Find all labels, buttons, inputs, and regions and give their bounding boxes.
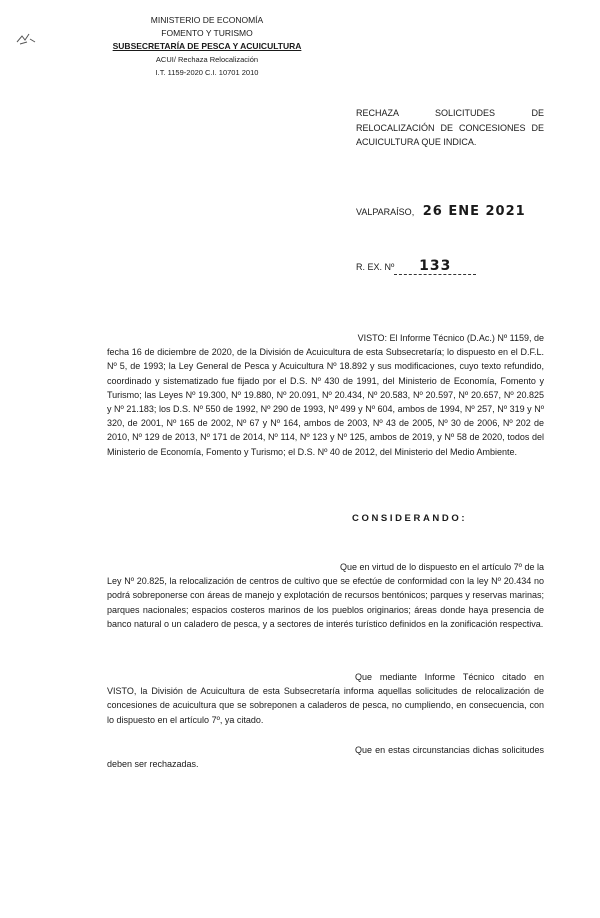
date-stamp: 26 ENE 2021 [422, 204, 526, 219]
visto-paragraph [107, 331, 544, 459]
considerando-text: Que mediante Informe Técnico citado en VISTO, la División de Acuicultura de esta Subsecretaría informa aquellas solicitudes de relocalización de concesiones de acuicultura que se sobreponen a caladeros de pesca, no cumpliendo, en consecuencia, con lo dispuesto en el artículo 7º, ya citado. [107, 672, 544, 725]
resolution-value: 133 [419, 258, 452, 274]
handwritten-mark [14, 30, 38, 48]
header-reference: ACUI/ Rechaza Relocalización [155, 55, 259, 64]
resolution-number [356, 258, 476, 275]
header-ministry-sub: FOMENTO Y TURISMO [161, 28, 253, 38]
title-line: RECHAZA SOLICITUDES DE [356, 108, 544, 118]
considerando-paragraph-3 [107, 743, 544, 771]
considerando-heading: CONSIDERANDO: [352, 513, 468, 524]
date-line [356, 204, 526, 219]
visto-first-line: VISTO: El Informe Técnico (D.Ac.) Nº 1159, de [357, 333, 544, 343]
title-line: ACUICULTURA QUE INDICA. [356, 137, 477, 147]
header-report-id: I.T. 1159-2020 C.I. 10701 2010 [155, 68, 259, 77]
title-line: RELOCALIZACIÓN DE CONCESIONES DE [356, 122, 544, 133]
considerando-paragraph-1 [107, 560, 544, 631]
ministry-header [112, 14, 302, 79]
document-title [356, 106, 544, 150]
resolution-label: R. EX. Nº [356, 262, 395, 272]
visto-body: fecha 16 de diciembre de 2020, de la División de Acuicultura de esta Subsecretaría; lo dispuesto en el D.F.L. Nº 5, de 1993; la Ley General de Pesca y Acuicultura Nº 18.892 y sus modificaciones, cuyo texto refundido, coordinado y sistematizado fue fijado por el D.S. Nº 430 de 1991, del Ministerio de Economía, Fomento y Turismo; las Leyes Nº 19.300, Nº 19.880, Nº 20.091, Nº 20.434, Nº 20.583, Nº 20.597, Nº 20.657, Nº 20.825 y Nº 21.183; los D.S. Nº 550 de 1992, Nº 290 de 1993, Nº 499 y Nº 604, ambos de 1994, Nº 257, Nº 319 y Nº 320, de 2001, Nº 165 de 2002, Nº 67 y Nº 164, ambos de 2003, Nº 43 de 2005, Nº 30 de 2006, Nº 202 de 2010, Nº 129 de 2013, Nº 171 de 2014, Nº 114, Nº 123 y Nº 125, ambos de 2019, y Nº 58 de 2020, todos del Ministerio de Economía, Fomento y Turismo; el D.S. Nº 40 de 2012, del Ministerio del Medio Ambiente. [107, 347, 544, 457]
header-subsecretaria: SUBSECRETARÍA DE PESCA Y ACUICULTURA [112, 41, 302, 51]
considerando-paragraph-2 [107, 670, 544, 727]
considerando-text: Que en virtud de lo dispuesto en el artículo 7º de la Ley Nº 20.825, la relocalización de centros de cultivo que se efectúe de conformidad con la ley Nº 20.434 no podrá sobreponerse con áreas de manejo y explotación de recursos bentónicos; parques y reservas marinas; parques nacionales; espacios costeros marinos de los pueblos originarios; áreas donde haya presencia de banco natural o un caladero de pesca, y a sectores de interés turístico definidos en la zonificación respectiva. [107, 562, 544, 629]
date-place: VALPARAÍSO, [356, 207, 415, 217]
header-ministry: MINISTERIO DE ECONOMÍA [150, 15, 264, 25]
considerando-text: Que en estas circunstancias dichas solicitudes deben ser rechazadas. [107, 745, 544, 770]
